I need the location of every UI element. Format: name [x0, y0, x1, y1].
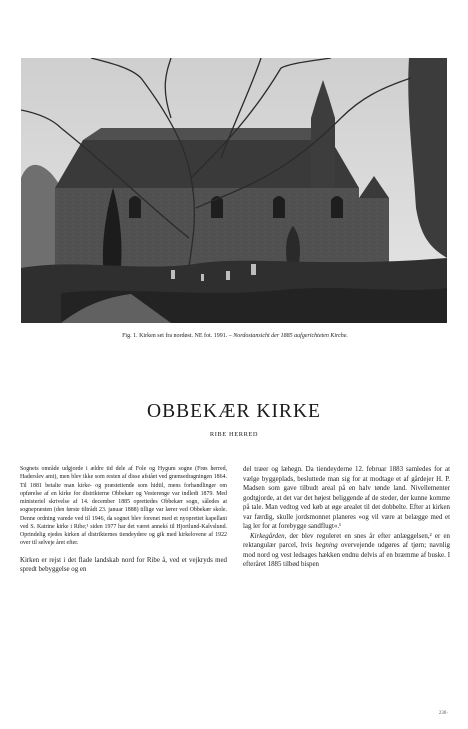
caption-german: Nordostansicht der 1885 aufgerichteten Kirche. [233, 333, 348, 339]
page-subtitle: RIBE HERRED [209, 431, 259, 438]
figure-caption [20, 332, 450, 340]
intro-paragraph: Sognets område udgjorde i ældre tid dele af Fole og Hygum sogne (Frøs herred, Haderslev amt), men blev ikke som resten af disse afstået ved grænsedragningen 1864. Til 1881 betalte man kirke- og præstetiende som hidtil, mens forhandlinger om opførelse af en kirke for distrikterne Obbekær og Vesterenge var indledt 1879. Med ministeriel skrivelse af 14. december 1885 oprettedes Obbekær sogn, således at sognepræsten (den første tiltrådt 23. januar 1888) tillige var lærer ved Obbekær skole. Denne ordning varede ved til 1946, da sognet blev forenet med et nyoprettet kapellani ved S. Katrine kirke i Ribe;¹ siden 1977 har det været annekś til Hjortlund-Kalvslund. Oprindelig ejedes kirken af distrikternes tiendeydere og gik med kirkelovene af 1922 over til selveje året efter. [20, 466, 227, 547]
page-title: OBBEKÆR KIRKE [147, 401, 321, 422]
churchyard-text-a: der blev reguleret en snes år efter anlæggelsen,² er en rektangulær parcel, hvis [243, 532, 450, 549]
churchyard-lead: Kirkegården, [250, 532, 287, 540]
churchyard-hegning: hegning [315, 542, 338, 549]
left-column [20, 465, 227, 575]
main-paragraph: Kirken er rejst i det flade landskab nord for Ribe å, ved et vejkryds med spredt bebyggelse og en [20, 556, 227, 573]
paragraph-churchyard [243, 532, 450, 570]
churchyard-text-b: overvejende udgøres af tjørn; navnlig mod nord og vest ledsages hækken endnu delvis af en bræmme af buske. I efteråret 1885 tilbød bispen [243, 542, 450, 568]
page-number: 230· [438, 711, 448, 716]
caption-text: Fig. 1. Kirken set fra nordøst. NE fot. 1991. – [122, 333, 234, 339]
right-column [243, 465, 450, 570]
church-photo [21, 58, 447, 323]
paragraph-site: del træer og læhegn. Da tiendeyderne 12. februar 1883 samledes for at vælge byggeplads, besluttede man sig for at modtage et af gårdejer H. P. Madsen som gave tilbudt areal på en halv tønde land. Nivellementer godtgjorde, at det var det højest beliggende af de steder, der kunne komme på tale. Man vedtog ved køb at øge arealet til det dobbelte. Efter at kirken var færdig, skulle jordsmonnet planeres »og vil være at belægge med et lag ler for at forebygge sandflugt«.¹ [243, 466, 450, 530]
